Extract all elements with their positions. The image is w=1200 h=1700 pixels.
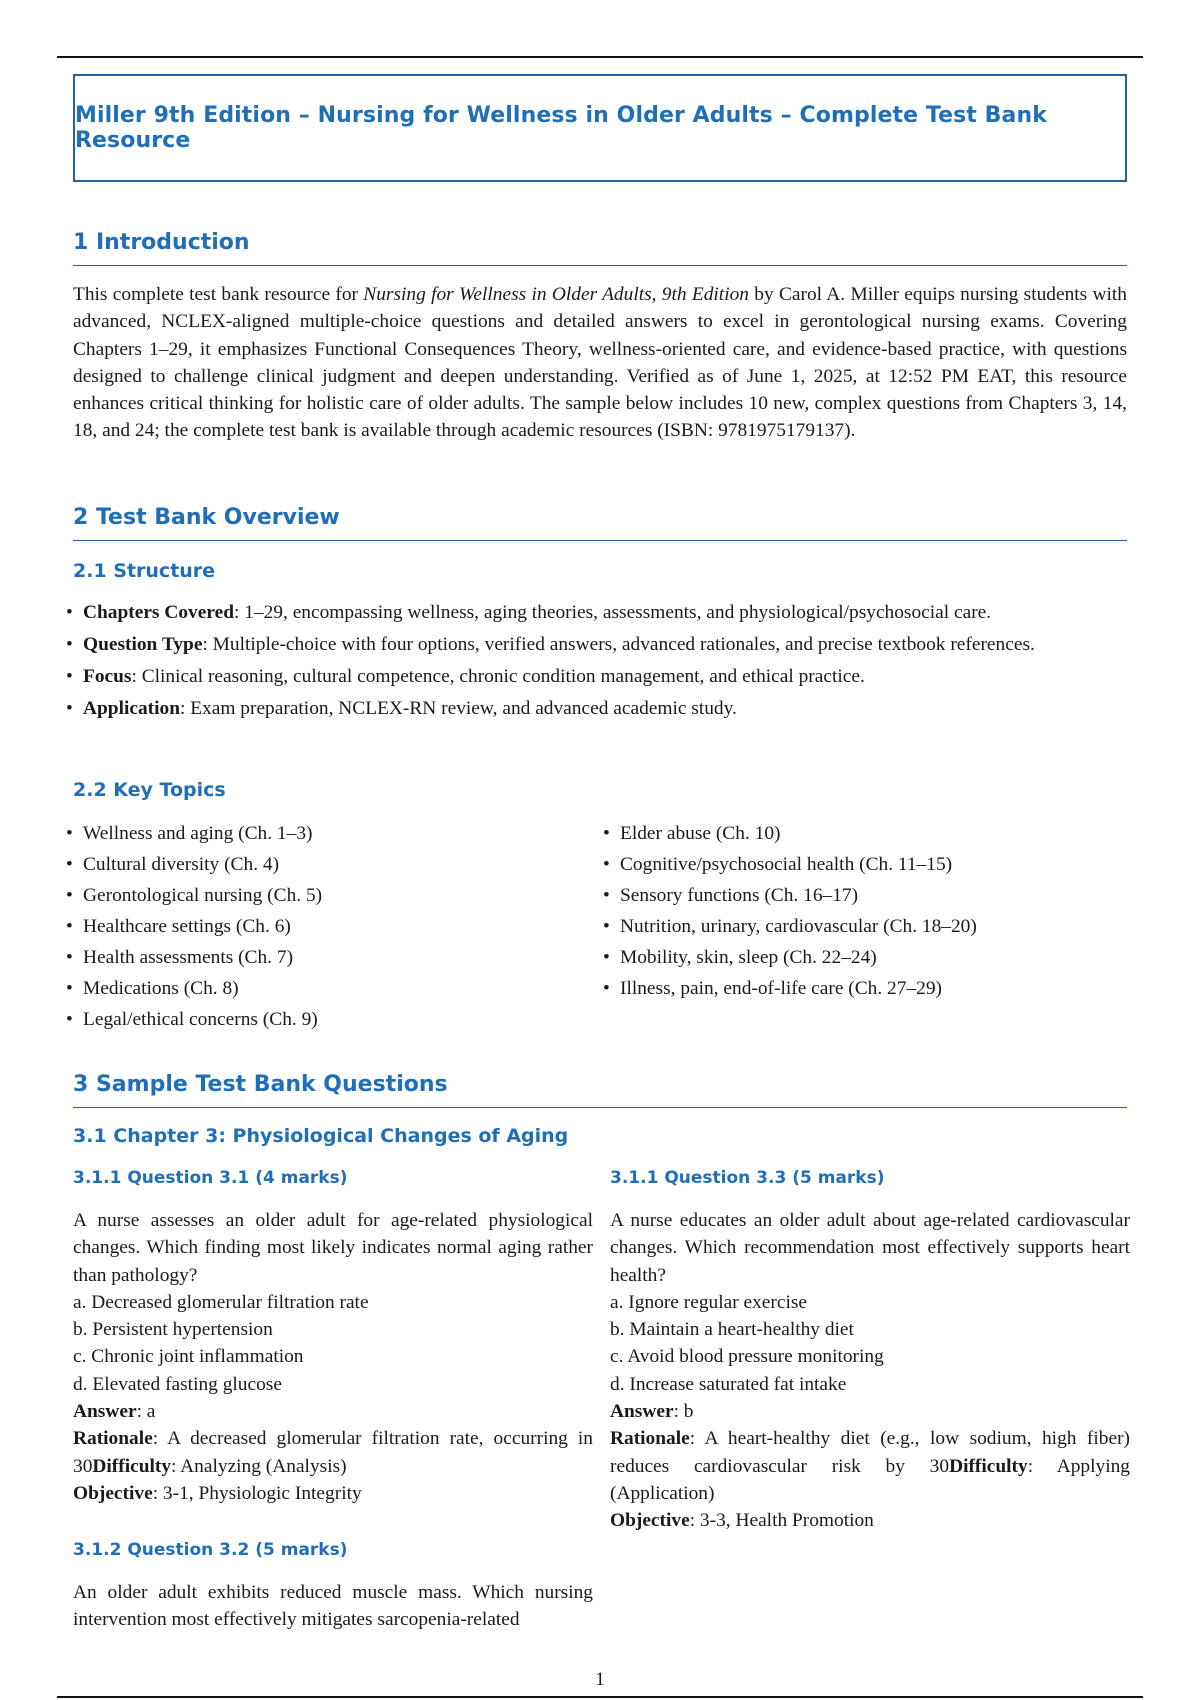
objective-line: Objective: 3-3, Health Promotion bbox=[610, 1510, 874, 1532]
subsection-heading-key-topics: 2.2 Key Topics bbox=[73, 779, 226, 801]
question-3-1-heading: 3.1.1 Question 3.1 (4 marks) bbox=[73, 1168, 348, 1188]
rationale-line: Rationale: A heart-healthy diet (e.g., low sodium, high fiber) reduces cardiovascular risk by 30Difficulty: Applying (Application) bbox=[610, 1428, 1130, 1504]
list-item: • Cultural diversity (Ch. 4) bbox=[66, 851, 586, 878]
answer-option: c. Avoid blood pressure monitoring bbox=[610, 1346, 884, 1368]
page-number: 1 bbox=[595, 1669, 605, 1690]
question-3-1 bbox=[73, 1207, 593, 1507]
document-title: Miller 9th Edition – Nursing for Wellness in Older Adults – Complete Test Bank Resource bbox=[75, 103, 1047, 153]
top-rule bbox=[57, 56, 1143, 58]
title-box bbox=[73, 74, 1127, 182]
answer-line: Answer: b bbox=[610, 1401, 694, 1423]
rationale-line: Rationale: A decreased glomerular filtration rate, occurring in 30Difficulty: Analyzing (Analysis) bbox=[73, 1428, 593, 1477]
list-item: • Mobility, skin, sleep (Ch. 22–24) bbox=[603, 944, 1143, 971]
section-heading-overview: 2 Test Bank Overview bbox=[73, 505, 1127, 541]
answer-option: a. Decreased glomerular filtration rate bbox=[73, 1291, 369, 1313]
subsection-heading-chapter-3: 3.1 Chapter 3: Physiological Changes of Aging bbox=[73, 1125, 569, 1147]
section-heading-samples: 3 Sample Test Bank Questions bbox=[73, 1072, 1127, 1108]
question-3-3 bbox=[610, 1207, 1130, 1535]
subsection-heading-structure: 2.1 Structure bbox=[73, 560, 216, 582]
book-title: Nursing for Wellness in Older Adults, 9th Edition bbox=[363, 284, 749, 305]
question-3-2 bbox=[73, 1579, 593, 1634]
section-heading-introduction: 1 Introduction bbox=[73, 230, 1127, 266]
topics-list-left bbox=[66, 820, 586, 1037]
list-item: • Elder abuse (Ch. 10) bbox=[603, 820, 1143, 847]
topics-list-right bbox=[603, 820, 1143, 1006]
list-item: • Health assessments (Ch. 7) bbox=[66, 944, 586, 971]
bottom-rule bbox=[57, 1696, 1143, 1698]
intro-text-before: This complete test bank resource for bbox=[73, 284, 364, 305]
list-item: • Illness, pain, end-of-life care (Ch. 27–29) bbox=[603, 975, 1143, 1002]
structure-list bbox=[66, 599, 1127, 727]
list-item: • Gerontological nursing (Ch. 5) bbox=[66, 882, 586, 909]
intro-text-after: by Carol A. Miller equips nursing students with advanced, NCLEX-aligned multiple-choice questions and detailed answers to excel in gerontological nursing exams. Covering Chapters 1–29, it emphasizes Functional Consequences Theory, wellness-oriented care, and evidence-based practice, with questions designed to challenge clinical judgment and deepen understanding. Verified as of June 1, 2025, at 12:52 PM EAT, this resource enhances critical thinking for holistic care of older adults. The sample below includes 10 new, complex questions from Chapters 3, 14, 18, and 24; the complete test bank is available through academic resources (ISBN: 9781975179137). bbox=[73, 284, 1127, 442]
list-item: • Wellness and aging (Ch. 1–3) bbox=[66, 820, 586, 847]
list-item: • Chapters Covered: 1–29, encompassing wellness, aging theories, assessments, and physiological/psychosocial care. bbox=[66, 599, 1127, 626]
intro-paragraph bbox=[73, 281, 1127, 445]
list-item: • Medications (Ch. 8) bbox=[66, 975, 586, 1002]
answer-option: d. Increase saturated fat intake bbox=[610, 1373, 847, 1395]
question-stem: An older adult exhibits reduced muscle mass. Which nursing intervention most effectively mitigates sarcopenia-related bbox=[73, 1582, 593, 1631]
list-item: • Sensory functions (Ch. 16–17) bbox=[603, 882, 1143, 909]
objective-line: Objective: 3-1, Physiologic Integrity bbox=[73, 1482, 362, 1504]
answer-option: c. Chronic joint inflammation bbox=[73, 1346, 304, 1368]
list-item: • Healthcare settings (Ch. 6) bbox=[66, 913, 586, 940]
list-item: • Application: Exam preparation, NCLEX-RN review, and advanced academic study. bbox=[66, 695, 1127, 722]
question-3-2-heading: 3.1.2 Question 3.2 (5 marks) bbox=[73, 1540, 348, 1560]
list-item: • Nutrition, urinary, cardiovascular (Ch. 18–20) bbox=[603, 913, 1143, 940]
answer-option: b. Persistent hypertension bbox=[73, 1319, 273, 1341]
answer-option: b. Maintain a heart-healthy diet bbox=[610, 1319, 854, 1341]
list-item: • Focus: Clinical reasoning, cultural competence, chronic condition management, and ethical practice. bbox=[66, 663, 1127, 690]
list-item: • Legal/ethical concerns (Ch. 9) bbox=[66, 1006, 586, 1033]
list-item: • Cognitive/psychosocial health (Ch. 11–15) bbox=[603, 851, 1143, 878]
question-stem: A nurse educates an older adult about age-related cardiovascular changes. Which recommendation most effectively supports heart health? bbox=[610, 1210, 1130, 1286]
answer-line: Answer: a bbox=[73, 1401, 156, 1423]
question-3-3-heading: 3.1.1 Question 3.3 (5 marks) bbox=[610, 1168, 885, 1188]
answer-option: d. Elevated fasting glucose bbox=[73, 1373, 282, 1395]
answer-option: a. Ignore regular exercise bbox=[610, 1291, 808, 1313]
question-stem: A nurse assesses an older adult for age-related physiological changes. Which finding most likely indicates normal aging rather than pathology? bbox=[73, 1210, 593, 1286]
list-item: • Question Type: Multiple-choice with four options, verified answers, advanced rationales, and precise textbook references. bbox=[66, 631, 1127, 658]
